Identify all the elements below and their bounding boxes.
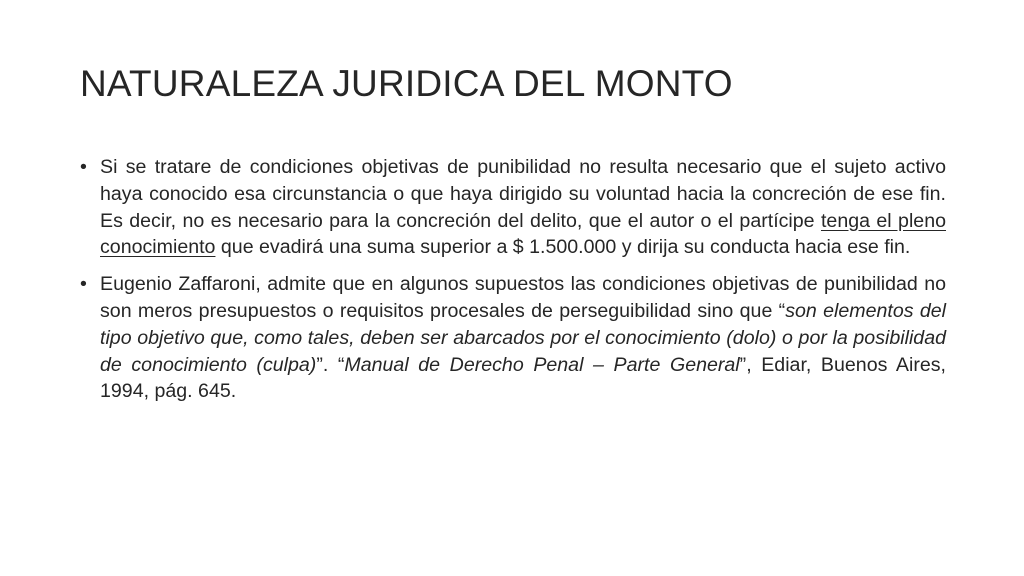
bullet-2-text-end: ”, Ediar, Buenos Aires, 1994, pág. 645.: [100, 353, 946, 403]
bullet-1-text-end: que evadirá una suma superior a $ 1.500.000 y dirija su conducta hacia ese fin.: [215, 236, 911, 259]
bullet-2-text: Eugenio Zaffaroni, admite que en algunos supuestos las condiciones objetivas de punibilidad no son meros presupuestos o requisitos procesales de perseguibilidad sino que “: [100, 273, 946, 322]
slide-title: NATURALEZA JURIDICA DEL MONTO: [80, 63, 733, 104]
bullet-2-quote: son elementos del tipo objetivo que, como tales, deben ser abarcados por el conocimiento (dolo) o por la posibilidad de conocimiento (culpa): [100, 299, 946, 376]
bullet-item-2: [80, 271, 946, 405]
bullet-item-1: [80, 154, 946, 261]
bullet-list: [80, 154, 946, 415]
bullet-dot-icon: •: [80, 156, 87, 178]
bullet-1-underlined-text: tenga el pleno conocimiento: [100, 209, 946, 259]
bullet-2-book-title: Manual de Derecho Penal – Parte General: [344, 353, 740, 376]
bullet-dot-icon: •: [80, 273, 87, 296]
bullet-1-text: Si se tratare de condiciones objetivas de punibilidad no resulta necesario que el sujeto activo haya conocido esa circunstancia o que haya dirigido su voluntad hacia la concreción de ese fin. Es decir, no es necesario para la concreción del delito, que el autor o el partícipe: [100, 156, 946, 232]
bullet-2-text-mid: ”. “: [316, 353, 345, 376]
